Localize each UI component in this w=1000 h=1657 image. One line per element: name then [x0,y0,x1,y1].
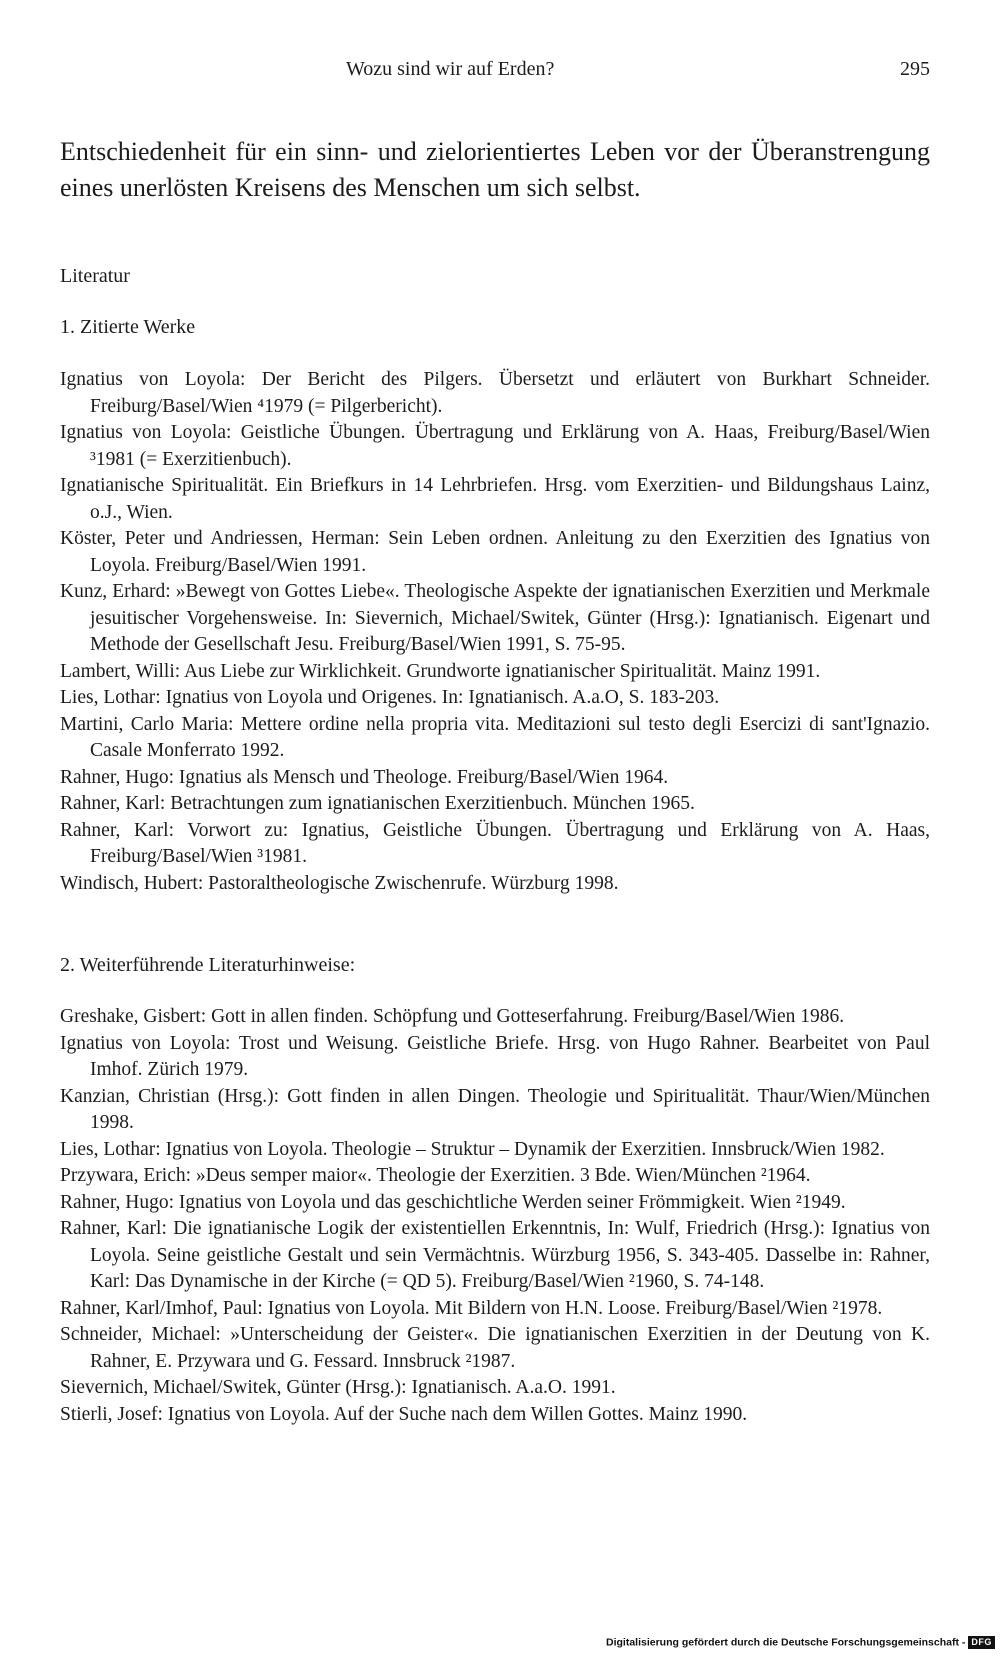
bibliography-entry: Rahner, Karl: Vorwort zu: Ignatius, Geistliche Übungen. Übertragung und Erklärung von A. Haas, Freiburg/Basel/Wien ³1981. [60,819,930,867]
bibliography-entry: Martini, Carlo Maria: Mettere ordine nella propria vita. Meditazioni sul testo degli Esercizi di sant'Ignazio. Casale Monferrato 1992. [60,713,930,761]
bibliography-entry: Windisch, Hubert: Pastoraltheologische Zwischenrufe. Würzburg 1998. [60,872,619,894]
dfg-logo: DFG [968,1636,995,1649]
bibliography-entry: Kunz, Erhard: »Bewegt von Gottes Liebe«. Theologische Aspekte der ignatianischen Exerzitien und Merkmale jesuitischer Vorgehensweise. In: Sievernich, Michael/Switek, Günter (Hrsg.): Ignatianisch. Eigenart und Methode der Gesellschaft Jesu. Freiburg/Basel/Wien 1991, S. 75-95. [60,581,930,655]
bibliography-entry: Lies, Lothar: Ignatius von Loyola und Origenes. In: Ignatianisch. A.a.O, S. 183-203. [60,687,720,708]
bibliography-entry: Ignatius von Loyola: Geistliche Übungen. Übertragung und Erklärung von A. Haas, Freiburg/Basel/Wien ³1981 (= Exerzitienbuch). [60,422,930,470]
literature-heading: Literatur [60,265,130,287]
footer-text: Digitalisierung gefördert durch die Deutsche Forschungsgemeinschaft - [606,1636,966,1649]
bibliography-entry: Przywara, Erich: »Deus semper maior«. Theologie der Exerzitien. 3 Bde. Wien/München ²1964. [60,1165,811,1186]
bibliography-entry: Rahner, Hugo: Ignatius von Loyola und das geschichtliche Werden seiner Frömmigkeit. Wien ²1949. [60,1191,846,1213]
running-header [60,58,930,88]
bibliography-entry: Ignatianische Spiritualität. Ein Briefkurs in 14 Lehrbriefen. Hrsg. vom Exerzitien- und Bildungshaus Lainz, o.J., Wien. [60,475,930,523]
footer-credit [606,1636,992,1652]
bibliography-entry: Rahner, Hugo: Ignatius als Mensch und Theologe. Freiburg/Basel/Wien 1964. [60,766,669,788]
page-number: 295 [900,58,930,80]
bibliography-entry: Ignatius von Loyola: Der Bericht des Pilgers. Übersetzt und erläutert von Burkhart Schneider. Freiburg/Basel/Wien ⁴1979 (= Pilgerbericht). [60,369,930,417]
bibliography-entry: Greshake, Gisbert: Gott in allen finden. Schöpfung und Gotteserfahrung. Freiburg/Basel/Wien 1986. [60,1006,845,1027]
bibliography-entry: Rahner, Karl/Imhof, Paul: Ignatius von Loyola. Mit Bildern von H.N. Loose. Freiburg/Basel/Wien ²1978. [60,1297,883,1319]
bibliography-entry: Ignatius von Loyola: Trost und Weisung. Geistliche Briefe. Hrsg. von Hugo Rahner. Bearbeitet von Paul Imhof. Zürich 1979. [60,1032,930,1080]
bibliography-entry: Köster, Peter und Andriessen, Herman: Sein Leben ordnen. Anleitung zu den Exerzitien des Ignatius von Loyola. Freiburg/Basel/Wien 1991. [60,528,930,576]
section1-heading: 1. Zitierte Werke [60,316,196,338]
bibliography-entry: Sievernich, Michael/Switek, Günter (Hrsg.): Ignatianisch. A.a.O. 1991. [60,1377,616,1398]
section2-heading: 2. Weiterführende Literaturhinweise: [60,954,356,976]
bibliography-entry: Schneider, Michael: »Unterscheidung der Geister«. Die ignatianischen Exerzitien in der Deutung von K. Rahner, E. Przywara und G. Fessard. Innsbruck ²1987. [60,1324,930,1372]
intro-paragraph: Entschiedenheit für ein sinn- und zielorientiertes Leben vor der Überanstrengung eines unerlösten Kreisens des Menschen um sich selbst. [60,137,930,202]
section2-list [60,1004,930,1428]
bibliography-entry: Stierli, Josef: Ignatius von Loyola. Auf der Suche nach dem Willen Gottes. Mainz 1990. [60,1403,748,1425]
section1-list [60,367,930,897]
bibliography-entry: Kanzian, Christian (Hrsg.): Gott finden in allen Dingen. Theologie und Spiritualität. Thaur/Wien/München 1998. [60,1085,930,1133]
bibliography-entry: Lies, Lothar: Ignatius von Loyola. Theologie – Struktur – Dynamik der Exerzitien. Innsbruck/Wien 1982. [60,1138,885,1160]
bibliography-entry: Rahner, Karl: Die ignatianische Logik der existentiellen Erkenntnis, In: Wulf, Friedrich (Hrsg.): Ignatius von Loyola. Seine geistliche Gestalt und sein Vermächtnis. Würzburg 1956, S. 343-405. Dasselbe in: Rahner, Karl: Das Dynamische in der Kirche (= QD 5). Freiburg/Basel/Wien ²1960, S. 74-148. [60,1218,930,1292]
running-title: Wozu sind wir auf Erden? [346,58,555,80]
bibliography-entry: Rahner, Karl: Betrachtungen zum ignatianischen Exerzitienbuch. München 1965. [60,793,695,814]
bibliography-entry: Lambert, Willi: Aus Liebe zur Wirklichkeit. Grundworte ignatianischer Spiritualität. Mainz 1991. [60,660,821,682]
